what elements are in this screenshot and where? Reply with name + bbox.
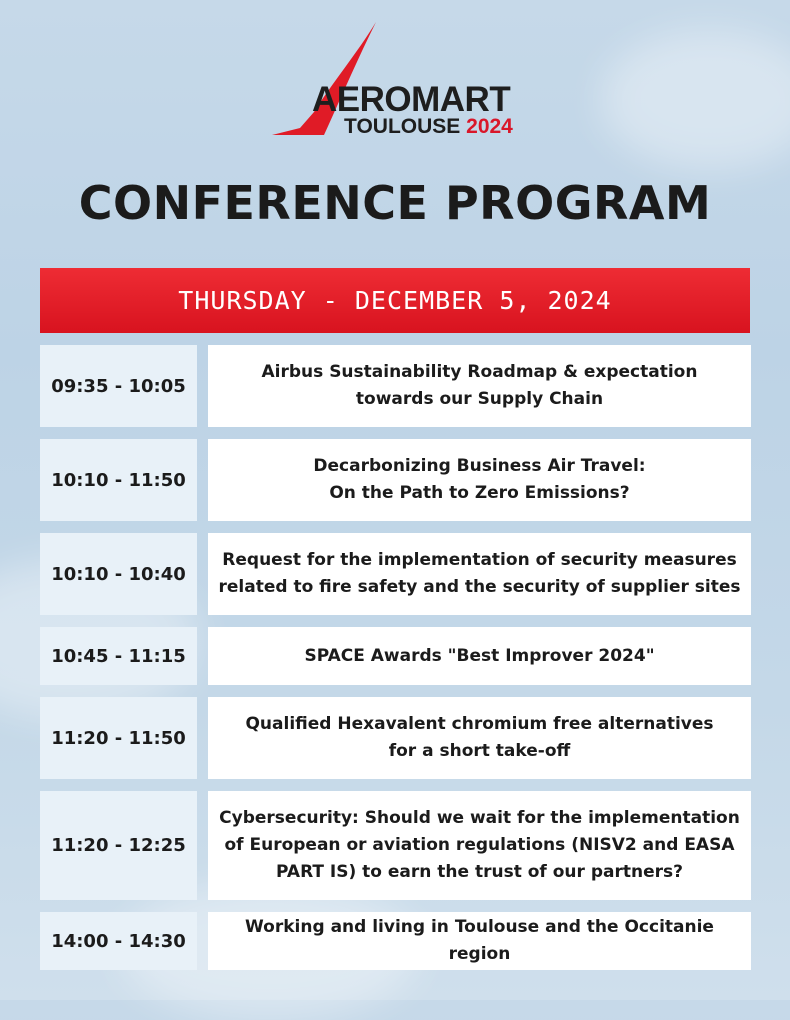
session-row [40,697,751,779]
session-row [40,533,751,615]
session-row [40,439,751,521]
aeromart-logo [270,20,520,140]
session-title: Cybersecurity: Should we wait for the implementation of European or aviation regulations (NISV2 and EASA PART IS) to earn the trust of our partners? [208,791,751,900]
session-row [40,912,751,970]
session-row [40,791,751,900]
session-title: Working and living in Toulouse and the Occitanie region [208,912,751,970]
session-title: SPACE Awards "Best Improver 2024" [208,627,751,685]
session-time: 11:20 - 12:25 [40,791,197,900]
session-time: 10:10 - 11:50 [40,439,197,521]
session-title: Airbus Sustainability Roadmap & expectation towards our Supply Chain [208,345,751,427]
session-title: Request for the implementation of security measures related to fire safety and the security of supplier sites [208,533,751,615]
session-time: 14:00 - 14:30 [40,912,197,970]
session-time: 09:35 - 10:05 [40,345,197,427]
brand-name: AEROMART [312,80,511,119]
brand-year: 2024 [466,115,513,138]
session-title: Qualified Hexavalent chromium free alternatives for a short take-off [208,697,751,779]
day-banner [40,268,750,333]
session-time: 10:10 - 10:40 [40,533,197,615]
session-time: 11:20 - 11:50 [40,697,197,779]
page-title: CONFERENCE PROGRAM [78,176,712,230]
session-row [40,627,751,685]
day-label: THURSDAY - DECEMBER 5, 2024 [178,286,612,315]
session-row [40,345,751,427]
session-time: 10:45 - 11:15 [40,627,197,685]
brand-edition [344,116,513,137]
background-cloud [600,30,790,170]
session-title: Decarbonizing Business Air Travel: On the Path to Zero Emissions? [208,439,751,521]
brand-city: TOULOUSE [344,115,461,138]
